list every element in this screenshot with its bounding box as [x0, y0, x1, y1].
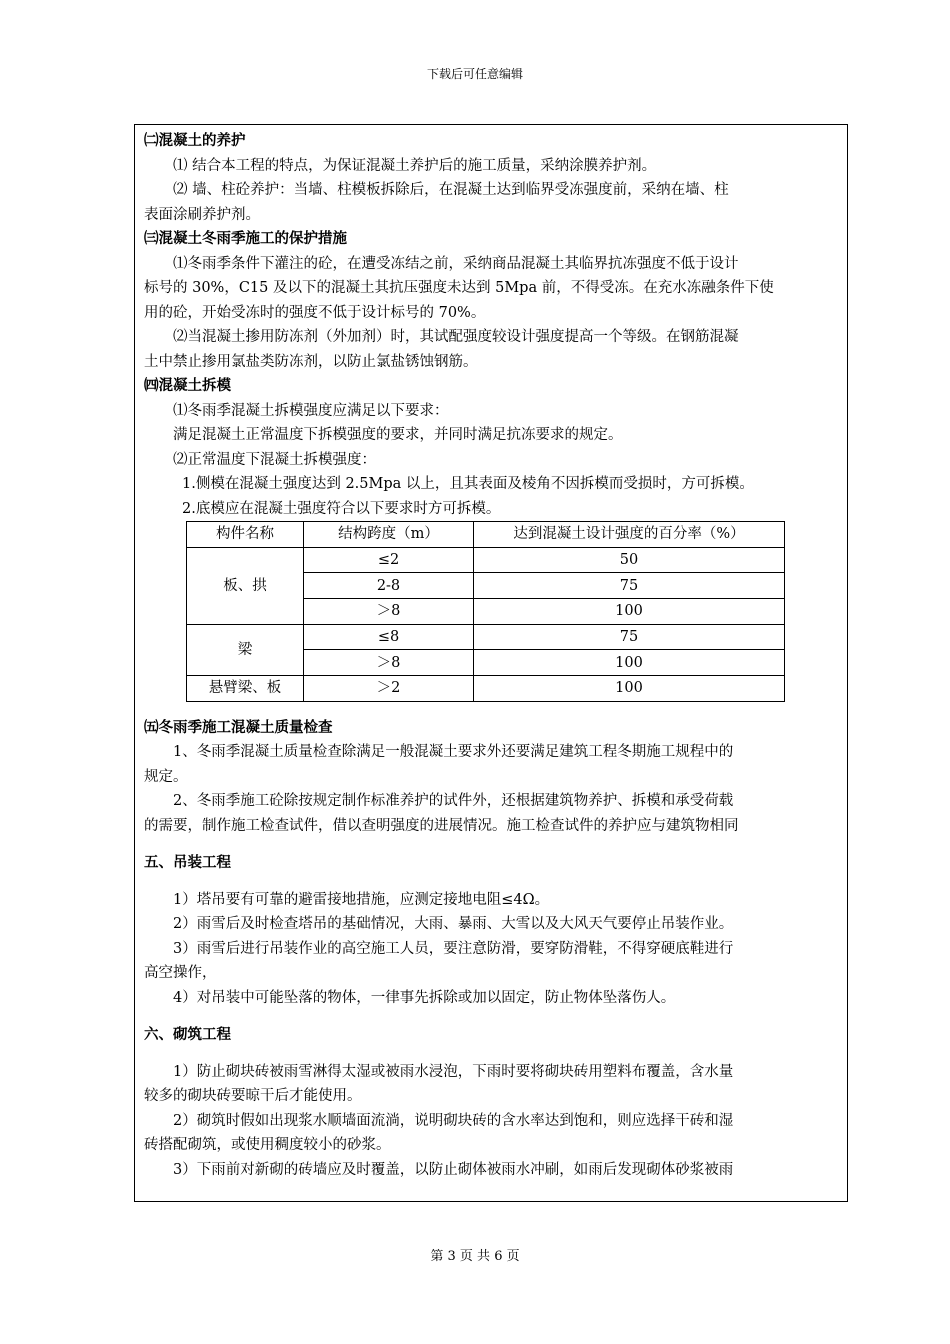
table-cell-pct: 50 [474, 547, 785, 573]
paragraph: ⑴冬雨季混凝土拆模强度应满足以下要求： [173, 402, 449, 419]
formwork-strength-table [186, 521, 785, 702]
paragraph: 1）防止砌块砖被雨雪淋得太湿或被雨水浸泡，下雨时要将砌块砖用塑料布覆盖，含水量 [173, 1063, 734, 1080]
paragraph: 3）雨雪后进行吊装作业的高空施工人员，要注意防滑，要穿防滑鞋，不得穿硬底鞋进行 [173, 940, 734, 957]
section-title-protection: ㈢混凝土冬雨季施工的保护措施 [144, 230, 347, 247]
paragraph: 土中禁止掺用氯盐类防冻剂，以防止氯盐锈蚀钢筋。 [144, 353, 478, 370]
table-cell-pct: 75 [474, 624, 785, 650]
paragraph: ⑵正常温度下混凝土拆模强度： [173, 451, 376, 468]
table-cell-span: 2-8 [304, 573, 474, 599]
paragraph: 满足混凝土正常温度下拆模强度的要求，并同时满足抗冻要求的规定。 [173, 427, 623, 443]
table-row [187, 624, 785, 650]
table-cell-pct: 100 [474, 599, 785, 625]
paragraph: ⑴冬雨季条件下灌注的砼，在遭受冻结之前，采纳商品混凝土其临界抗冻强度不低于设计 [173, 255, 739, 272]
table-cell-member: 悬臂梁、板 [187, 676, 304, 702]
table-cell-span: ＞8 [304, 650, 474, 676]
paragraph: 规定。 [144, 768, 188, 785]
paragraph: 高空操作， [144, 965, 217, 982]
paragraph: 2.底模应在混凝土强度符合以下要求时方可拆模。 [182, 500, 501, 517]
paragraph: 1、冬雨季混凝土质量检查除满足一般混凝土要求外还要满足建筑工程冬期施工规程中的 [173, 744, 734, 761]
table-header-cell: 达到混凝土设计强度的百分率（%） [474, 522, 785, 548]
paragraph: 较多的砌块砖要晾干后才能使用。 [144, 1088, 362, 1105]
paragraph: ⑴ 结合本工程的特点，为保证混凝土养护后的施工质量，采纳涂膜养护剂。 [173, 157, 657, 174]
table-header-cell: 构件名称 [187, 522, 304, 548]
paragraph: 1）塔吊要有可靠的避雷接地措施，应测定接地电阻≤4Ω。 [173, 891, 550, 908]
paragraph: 3）下雨前对新砌的砖墙应及时覆盖，以防止砌体被雨水冲刷，如雨后发现砌体砂浆被雨 [173, 1161, 734, 1178]
paragraph: ⑵ 墙、柱砼养护：当墙、柱模板拆除后，在混凝土达到临界受冻强度前，采纳在墙、柱 [173, 182, 729, 198]
table-cell-pct: 100 [474, 650, 785, 676]
table-cell-member: 梁 [187, 624, 304, 675]
chapter-title-masonry: 六、砌筑工程 [144, 1026, 231, 1044]
paragraph: ⑵当混凝土掺用防冻剂（外加剂）时，其试配强度较设计强度提高一个等级。在钢筋混凝 [173, 329, 739, 345]
table-cell-span: ≤8 [304, 624, 474, 650]
table-row [187, 547, 785, 573]
paragraph: 2）雨雪后及时检查塔吊的基础情况，大雨、暴雨、大雪以及大风天气要停止吊装作业。 [173, 916, 734, 933]
table-header-row [187, 522, 785, 548]
section-title-quality: ㈤冬雨季施工混凝土质量检查 [144, 718, 333, 736]
paragraph: 的需要，制作施工检查试件，借以查明强度的进展情况。施工检查试件的养护应与建筑物相同 [144, 817, 739, 834]
section-title-curing: ㈡混凝土的养护 [144, 132, 246, 149]
table-header-cell: 结构跨度（m） [304, 522, 474, 548]
paragraph: 4）对吊装中可能坠落的物体，一律事先拆除或加以固定，防止物体坠落伤人。 [173, 989, 676, 1006]
paragraph: 2）砌筑时假如出现浆水顺墙面流淌，说明砌块砖的含水率达到饱和，则应选择干砖和湿 [173, 1112, 734, 1129]
chapter-title-lifting: 五、吊装工程 [144, 854, 231, 872]
paragraph: 表面涂刷养护剂。 [144, 206, 260, 223]
paragraph: 1.侧模在混凝土强度达到 2.5Mpa 以上，且其表面及棱角不因拆模而受损时，方可拆模。 [182, 476, 754, 492]
table-cell-span: ＞8 [304, 599, 474, 625]
paragraph: 2、冬雨季施工砼除按规定制作标准养护的试件外，还根据建筑物养护、拆模和承受荷载 [173, 793, 734, 810]
section-title-formwork: ㈣混凝土拆模 [144, 377, 231, 394]
table-row [187, 676, 785, 702]
page-header: 下载后可任意编辑 [426, 67, 523, 81]
table-cell-pct: 100 [474, 676, 785, 702]
paragraph: 砖搭配砌筑，或使用稠度较小的砂浆。 [144, 1137, 391, 1154]
paragraph: 用的砼，开始受冻时的强度不低于设计标号的 70%。 [144, 304, 486, 321]
table-cell-span: ＞2 [304, 676, 474, 702]
table-cell-member: 板、拱 [187, 547, 304, 624]
paragraph: 标号的 30%，C15 及以下的混凝土其抗压强度未达到 5Mpa 前，不得受冻。在充水冻融条件下使 [144, 280, 774, 296]
content-frame [134, 124, 848, 1202]
table-cell-span: ≤2 [304, 547, 474, 573]
page-footer: 第 3 页 共 6 页 [430, 1249, 520, 1264]
table-cell-pct: 75 [474, 573, 785, 599]
